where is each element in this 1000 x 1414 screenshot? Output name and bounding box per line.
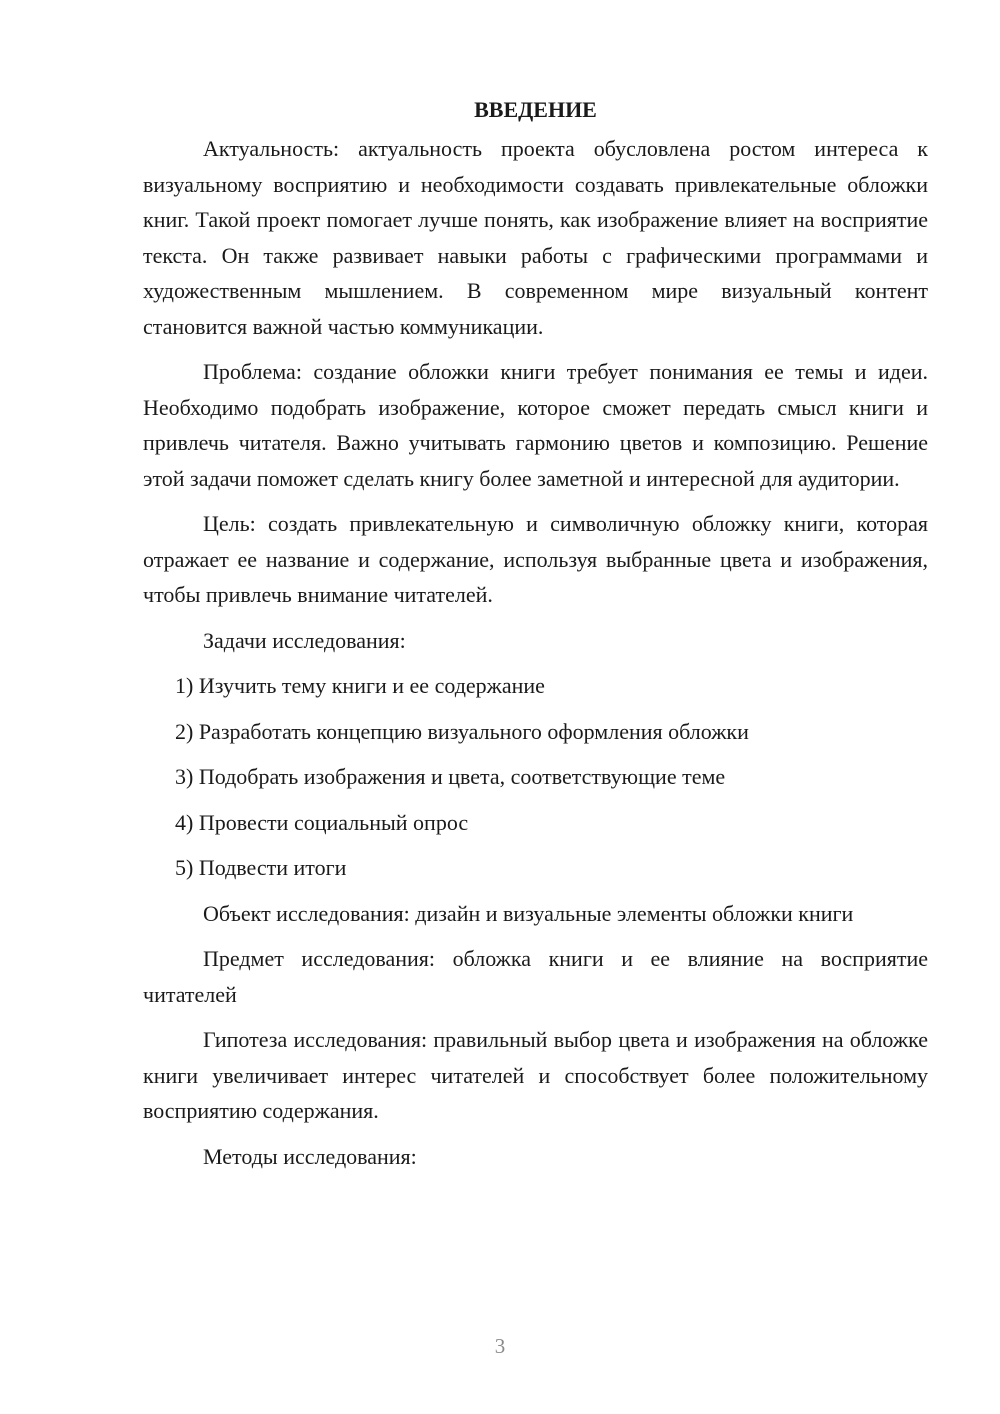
list-item: 5) Подвести итоги: [175, 855, 347, 880]
page-number: 3: [494, 1334, 506, 1358]
list-item: 1) Изучить тему книги и ее содержание: [175, 673, 545, 698]
list-item: 3) Подобрать изображения и цвета, соответствующие теме: [175, 764, 726, 789]
list-item: 4) Провести социальный опрос: [175, 809, 469, 835]
tasks-heading: Задачи исследования:: [203, 627, 406, 653]
relevance-paragraph: Актуальность: актуальность проекта обусловлена ростом интереса к визуальному восприятию и необходимости создавать привлекательные обложки книг. Такой проект помогает лучше понять, как изображение влияет на восприятие текста. Он также развивает навыки работы с графическими программами и художественным мышлением. В современном мире визуальный контент становится важной частью коммуникации.: [143, 136, 928, 339]
methods-heading: Методы исследования:: [203, 1143, 417, 1169]
object-paragraph: Объект исследования: дизайн и визуальные элементы обложки книги: [203, 900, 854, 926]
subject-paragraph: Предмет исследования: обложка книги и ее влияние на восприятие читателей: [143, 946, 928, 1007]
hypothesis-paragraph: Гипотеза исследования: правильный выбор цвета и изображения на обложке книги увеличивает интерес читателей и способствует более положительному восприятию содержания.: [143, 1027, 928, 1123]
page-content: [143, 92, 928, 1184]
list-item: 2) Разработать концепцию визуального оформления обложки: [175, 718, 749, 744]
problem-paragraph: Проблема: создание обложки книги требует понимания ее темы и идеи. Необходимо подобрать изображение, которое сможет передать смысл книги и привлечь читателя. Важно учитывать гармонию цветов и композицию. Решение этой задачи поможет сделать книгу более заметной и интересной для аудитории.: [143, 359, 928, 491]
goal-paragraph: Цель: создать привлекательную и символичную обложку книги, которая отражает ее название и содержание, используя выбранные цвета и изображения, чтобы привлечь внимание читателей.: [143, 511, 928, 607]
section-title: ВВЕДЕНИЕ: [474, 97, 597, 122]
tasks-list: [143, 668, 928, 886]
